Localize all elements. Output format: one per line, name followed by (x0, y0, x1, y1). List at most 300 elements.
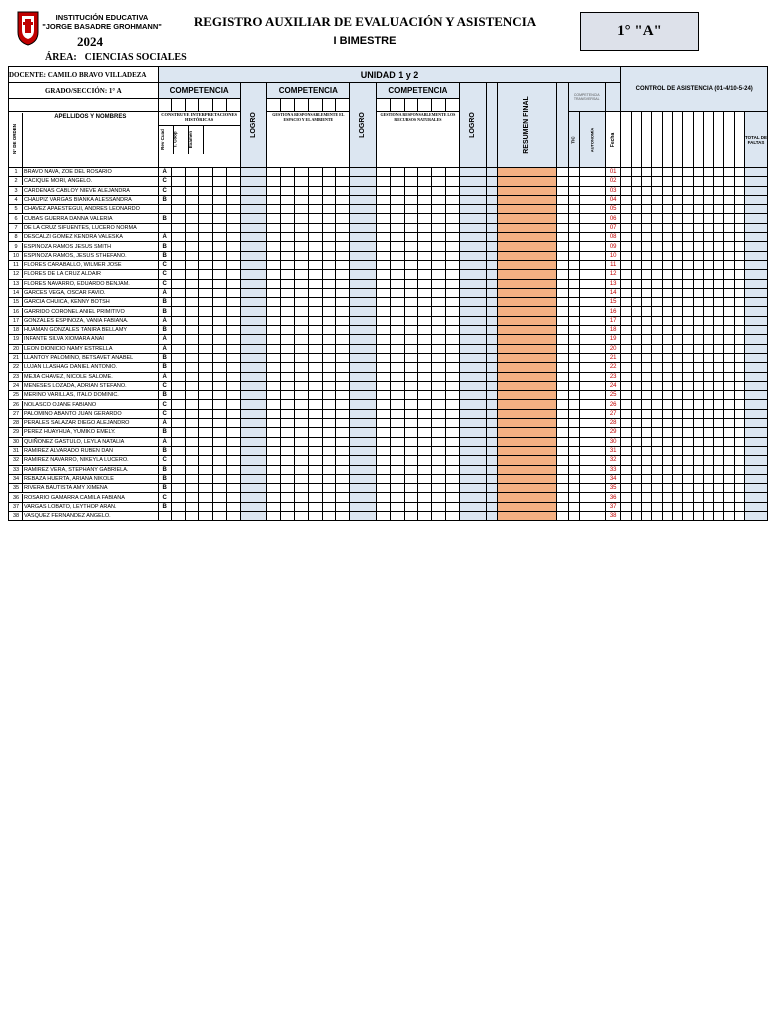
grade-cell[interactable] (267, 502, 281, 511)
grade-cell[interactable] (376, 344, 390, 353)
grade-cell[interactable] (390, 409, 404, 418)
grade-cell[interactable] (295, 446, 309, 455)
grade-cell[interactable] (376, 419, 390, 428)
attendance-cell[interactable] (631, 335, 641, 344)
attendance-cell[interactable] (714, 456, 724, 465)
logro-cell[interactable] (350, 195, 377, 204)
total-faltas-value[interactable] (744, 502, 767, 511)
attendance-cell[interactable] (631, 409, 641, 418)
grade-cell[interactable] (226, 456, 240, 465)
attendance-cell[interactable] (652, 177, 662, 186)
grade-cell[interactable] (336, 372, 350, 381)
grade-cell[interactable] (308, 233, 322, 242)
grade-cell[interactable] (446, 456, 460, 465)
attendance-cell[interactable] (703, 326, 713, 335)
grade-cell[interactable] (185, 363, 199, 372)
logro-cell[interactable] (350, 316, 377, 325)
rev-cuad-grade[interactable]: C (158, 260, 171, 269)
logro-cell[interactable] (240, 260, 267, 269)
grade-cell[interactable] (226, 465, 240, 474)
attendance-cell[interactable] (672, 419, 682, 428)
tic-value[interactable] (568, 233, 580, 242)
logro-cell[interactable] (240, 437, 267, 446)
grade-cell[interactable] (390, 326, 404, 335)
logro-cell[interactable] (350, 260, 377, 269)
attendance-cell[interactable] (724, 409, 734, 418)
grade-cell[interactable] (336, 168, 350, 177)
grade-cell[interactable] (213, 335, 227, 344)
grade-cell[interactable] (199, 511, 213, 520)
grade-cell[interactable] (281, 233, 295, 242)
grade-cell[interactable] (322, 502, 336, 511)
attendance-cell[interactable] (652, 205, 662, 214)
attendance-cell[interactable] (631, 195, 641, 204)
grade-cell[interactable] (308, 242, 322, 251)
grade-cell[interactable] (199, 502, 213, 511)
grade-cell[interactable] (226, 493, 240, 502)
logro-cell[interactable] (240, 316, 267, 325)
attendance-cell[interactable] (693, 344, 703, 353)
resumen-final-value[interactable] (498, 446, 557, 455)
grade-cell[interactable] (446, 307, 460, 316)
logro-cell[interactable] (350, 214, 377, 223)
grade-cell[interactable] (295, 428, 309, 437)
grade-cell[interactable] (390, 456, 404, 465)
grade-cell[interactable] (404, 344, 418, 353)
grade-cell[interactable] (281, 270, 295, 279)
grade-cell[interactable] (432, 335, 446, 344)
grade-cell[interactable] (267, 381, 281, 390)
grade-cell[interactable] (267, 177, 281, 186)
attendance-cell[interactable] (642, 223, 652, 232)
grade-cell[interactable] (376, 214, 390, 223)
grade-cell[interactable] (390, 307, 404, 316)
grade-cell[interactable] (226, 437, 240, 446)
tic-value[interactable] (568, 372, 580, 381)
attendance-cell[interactable] (642, 260, 652, 269)
tic-value[interactable] (568, 437, 580, 446)
grade-cell[interactable] (213, 372, 227, 381)
grade-cell[interactable] (171, 233, 185, 242)
grade-cell[interactable] (226, 242, 240, 251)
grade-cell[interactable] (267, 223, 281, 232)
attendance-cell[interactable] (652, 465, 662, 474)
grade-cell[interactable] (336, 428, 350, 437)
resumen-final-value[interactable] (498, 363, 557, 372)
autonomia-value[interactable] (580, 288, 606, 297)
grade-cell[interactable] (376, 484, 390, 493)
tic-value[interactable] (568, 223, 580, 232)
autonomia-value[interactable] (580, 279, 606, 288)
attendance-cell[interactable] (683, 493, 693, 502)
grade-cell[interactable] (322, 186, 336, 195)
grade-cell[interactable] (295, 363, 309, 372)
grade-cell[interactable] (199, 186, 213, 195)
tic-value[interactable] (568, 279, 580, 288)
rev-cuad-grade[interactable]: B (158, 474, 171, 483)
attendance-cell[interactable] (652, 270, 662, 279)
grade-cell[interactable] (171, 484, 185, 493)
tic-value[interactable] (568, 335, 580, 344)
total-faltas-value[interactable] (744, 316, 767, 325)
resumen-final-value[interactable] (498, 474, 557, 483)
total-faltas-value[interactable] (744, 326, 767, 335)
grade-cell[interactable] (281, 446, 295, 455)
attendance-cell[interactable] (662, 502, 672, 511)
grade-cell[interactable] (226, 223, 240, 232)
grade-cell[interactable] (213, 168, 227, 177)
attendance-cell[interactable] (631, 474, 641, 483)
logro-cell[interactable] (240, 242, 267, 251)
grade-cell[interactable] (281, 195, 295, 204)
attendance-cell[interactable] (621, 493, 631, 502)
grade-cell[interactable] (185, 316, 199, 325)
attendance-cell[interactable] (703, 279, 713, 288)
total-faltas-value[interactable] (744, 298, 767, 307)
tic-value[interactable] (568, 391, 580, 400)
logro-cell[interactable] (459, 465, 486, 474)
autonomia-value[interactable] (580, 446, 606, 455)
attendance-cell[interactable] (693, 326, 703, 335)
grade-cell[interactable] (418, 279, 432, 288)
logro-cell[interactable] (350, 298, 377, 307)
attendance-cell[interactable] (714, 335, 724, 344)
attendance-cell[interactable] (714, 242, 724, 251)
grade-cell[interactable] (295, 223, 309, 232)
rev-cuad-grade[interactable]: B (158, 484, 171, 493)
grade-cell[interactable] (199, 168, 213, 177)
grade-cell[interactable] (226, 446, 240, 455)
attendance-cell[interactable] (724, 298, 734, 307)
attendance-cell[interactable] (683, 484, 693, 493)
attendance-cell[interactable] (672, 428, 682, 437)
grade-cell[interactable] (322, 307, 336, 316)
attendance-cell[interactable] (724, 344, 734, 353)
attendance-cell[interactable] (642, 251, 652, 260)
grade-cell[interactable] (308, 288, 322, 297)
attendance-cell[interactable] (724, 372, 734, 381)
grade-cell[interactable] (199, 205, 213, 214)
grade-cell[interactable] (213, 456, 227, 465)
grade-cell[interactable] (267, 335, 281, 344)
resumen-final-value[interactable] (498, 177, 557, 186)
grade-cell[interactable] (185, 177, 199, 186)
grade-cell[interactable] (171, 502, 185, 511)
grade-cell[interactable] (376, 177, 390, 186)
grade-cell[interactable] (295, 279, 309, 288)
attendance-cell[interactable] (734, 381, 744, 390)
total-faltas-value[interactable] (744, 511, 767, 520)
grade-cell[interactable] (185, 409, 199, 418)
resumen-final-value[interactable] (498, 372, 557, 381)
grade-cell[interactable] (322, 251, 336, 260)
attendance-cell[interactable] (703, 177, 713, 186)
grade-cell[interactable] (418, 195, 432, 204)
rev-cuad-grade[interactable]: A (158, 344, 171, 353)
attendance-cell[interactable] (621, 502, 631, 511)
logro-cell[interactable] (240, 186, 267, 195)
grade-cell[interactable] (322, 391, 336, 400)
grade-cell[interactable] (267, 353, 281, 362)
resumen-final-value[interactable] (498, 270, 557, 279)
grade-cell[interactable] (281, 307, 295, 316)
attendance-cell[interactable] (724, 260, 734, 269)
grade-cell[interactable] (226, 279, 240, 288)
rev-cuad-grade[interactable]: C (158, 400, 171, 409)
tic-value[interactable] (568, 400, 580, 409)
grade-cell[interactable] (418, 502, 432, 511)
attendance-cell[interactable] (734, 437, 744, 446)
total-faltas-value[interactable] (744, 419, 767, 428)
grade-cell[interactable] (281, 456, 295, 465)
grade-cell[interactable] (404, 233, 418, 242)
grade-cell[interactable] (267, 428, 281, 437)
grade-cell[interactable] (213, 186, 227, 195)
attendance-cell[interactable] (662, 186, 672, 195)
grade-cell[interactable] (376, 270, 390, 279)
attendance-cell[interactable] (672, 298, 682, 307)
grade-cell[interactable] (376, 326, 390, 335)
attendance-cell[interactable] (672, 168, 682, 177)
grade-cell[interactable] (213, 233, 227, 242)
grade-cell[interactable] (336, 223, 350, 232)
grade-cell[interactable] (376, 223, 390, 232)
grade-cell[interactable] (226, 353, 240, 362)
rev-cuad-grade[interactable]: A (158, 168, 171, 177)
grade-cell[interactable] (295, 307, 309, 316)
grade-cell[interactable] (171, 279, 185, 288)
attendance-cell[interactable] (734, 205, 744, 214)
logro-cell[interactable] (240, 307, 267, 316)
resumen-final-value[interactable] (498, 511, 557, 520)
grade-cell[interactable] (376, 260, 390, 269)
attendance-cell[interactable] (662, 428, 672, 437)
tic-value[interactable] (568, 177, 580, 186)
attendance-cell[interactable] (734, 456, 744, 465)
grade-cell[interactable] (446, 344, 460, 353)
attendance-cell[interactable] (621, 484, 631, 493)
autonomia-value[interactable] (580, 484, 606, 493)
grade-cell[interactable] (267, 456, 281, 465)
attendance-cell[interactable] (734, 484, 744, 493)
grade-cell[interactable] (390, 344, 404, 353)
attendance-cell[interactable] (672, 335, 682, 344)
grade-cell[interactable] (322, 233, 336, 242)
attendance-cell[interactable] (703, 363, 713, 372)
grade-cell[interactable] (295, 456, 309, 465)
grade-cell[interactable] (322, 381, 336, 390)
attendance-cell[interactable] (734, 474, 744, 483)
attendance-cell[interactable] (672, 456, 682, 465)
attendance-cell[interactable] (693, 298, 703, 307)
grade-cell[interactable] (185, 372, 199, 381)
grade-cell[interactable] (171, 186, 185, 195)
grade-cell[interactable] (308, 372, 322, 381)
grade-cell[interactable] (213, 437, 227, 446)
grade-cell[interactable] (418, 335, 432, 344)
attendance-cell[interactable] (693, 260, 703, 269)
logro-cell[interactable] (350, 437, 377, 446)
grade-cell[interactable] (390, 233, 404, 242)
attendance-cell[interactable] (683, 400, 693, 409)
logro-cell[interactable] (350, 446, 377, 455)
grade-cell[interactable] (390, 446, 404, 455)
grade-cell[interactable] (404, 186, 418, 195)
rev-cuad-grade[interactable]: A (158, 316, 171, 325)
logro-cell[interactable] (459, 260, 486, 269)
attendance-cell[interactable] (714, 270, 724, 279)
attendance-cell[interactable] (714, 400, 724, 409)
logro-cell[interactable] (459, 474, 486, 483)
attendance-cell[interactable] (631, 270, 641, 279)
grade-cell[interactable] (432, 484, 446, 493)
grade-cell[interactable] (376, 400, 390, 409)
logro-cell[interactable] (240, 205, 267, 214)
grade-cell[interactable] (376, 511, 390, 520)
autonomia-value[interactable] (580, 409, 606, 418)
attendance-cell[interactable] (621, 400, 631, 409)
rev-cuad-grade[interactable]: C (158, 177, 171, 186)
grade-cell[interactable] (308, 260, 322, 269)
grade-cell[interactable] (336, 437, 350, 446)
attendance-cell[interactable] (714, 372, 724, 381)
attendance-cell[interactable] (621, 270, 631, 279)
attendance-cell[interactable] (662, 260, 672, 269)
grade-cell[interactable] (336, 400, 350, 409)
attendance-cell[interactable] (714, 316, 724, 325)
grade-cell[interactable] (336, 242, 350, 251)
tic-value[interactable] (568, 502, 580, 511)
logro-cell[interactable] (350, 409, 377, 418)
logro-cell[interactable] (240, 353, 267, 362)
grade-cell[interactable] (404, 419, 418, 428)
rev-cuad-grade[interactable]: B (158, 298, 171, 307)
attendance-cell[interactable] (724, 270, 734, 279)
grade-cell[interactable] (376, 381, 390, 390)
rev-cuad-grade[interactable]: B (158, 251, 171, 260)
grade-cell[interactable] (295, 511, 309, 520)
logro-cell[interactable] (459, 381, 486, 390)
grade-cell[interactable] (308, 298, 322, 307)
grade-cell[interactable] (281, 419, 295, 428)
rev-cuad-grade[interactable]: B (158, 502, 171, 511)
grade-cell[interactable] (390, 474, 404, 483)
grade-cell[interactable] (390, 270, 404, 279)
grade-cell[interactable] (432, 446, 446, 455)
attendance-cell[interactable] (714, 428, 724, 437)
attendance-cell[interactable] (734, 233, 744, 242)
tic-value[interactable] (568, 251, 580, 260)
grade-cell[interactable] (213, 428, 227, 437)
grade-cell[interactable] (336, 214, 350, 223)
attendance-cell[interactable] (714, 437, 724, 446)
grade-cell[interactable] (336, 409, 350, 418)
attendance-cell[interactable] (672, 195, 682, 204)
grade-cell[interactable] (390, 288, 404, 297)
grade-cell[interactable] (390, 195, 404, 204)
attendance-cell[interactable] (734, 186, 744, 195)
attendance-cell[interactable] (652, 186, 662, 195)
grade-cell[interactable] (199, 177, 213, 186)
attendance-cell[interactable] (631, 260, 641, 269)
attendance-cell[interactable] (693, 168, 703, 177)
grade-cell[interactable] (295, 335, 309, 344)
total-faltas-value[interactable] (744, 493, 767, 502)
grade-cell[interactable] (171, 223, 185, 232)
attendance-cell[interactable] (662, 223, 672, 232)
resumen-final-value[interactable] (498, 205, 557, 214)
attendance-cell[interactable] (642, 335, 652, 344)
grade-cell[interactable] (432, 177, 446, 186)
grade-cell[interactable] (418, 372, 432, 381)
grade-cell[interactable] (404, 502, 418, 511)
grade-cell[interactable] (199, 223, 213, 232)
grade-cell[interactable] (446, 260, 460, 269)
grade-cell[interactable] (432, 186, 446, 195)
grade-cell[interactable] (185, 437, 199, 446)
attendance-cell[interactable] (693, 335, 703, 344)
grade-cell[interactable] (295, 326, 309, 335)
attendance-cell[interactable] (631, 372, 641, 381)
grade-cell[interactable] (226, 372, 240, 381)
attendance-cell[interactable] (693, 288, 703, 297)
total-faltas-value[interactable] (744, 214, 767, 223)
grade-cell[interactable] (308, 195, 322, 204)
attendance-cell[interactable] (693, 381, 703, 390)
grade-cell[interactable] (322, 493, 336, 502)
grade-cell[interactable] (418, 419, 432, 428)
grade-cell[interactable] (295, 233, 309, 242)
grade-cell[interactable] (376, 298, 390, 307)
grade-cell[interactable] (226, 428, 240, 437)
grade-cell[interactable] (226, 288, 240, 297)
attendance-cell[interactable] (672, 316, 682, 325)
grade-cell[interactable] (446, 168, 460, 177)
grade-cell[interactable] (376, 502, 390, 511)
grade-cell[interactable] (308, 456, 322, 465)
grade-cell[interactable] (281, 372, 295, 381)
grade-cell[interactable] (199, 493, 213, 502)
attendance-cell[interactable] (672, 493, 682, 502)
grade-cell[interactable] (308, 428, 322, 437)
attendance-cell[interactable] (734, 446, 744, 455)
attendance-cell[interactable] (724, 335, 734, 344)
grade-cell[interactable] (199, 298, 213, 307)
attendance-cell[interactable] (683, 177, 693, 186)
attendance-cell[interactable] (642, 242, 652, 251)
attendance-cell[interactable] (672, 363, 682, 372)
total-faltas-value[interactable] (744, 270, 767, 279)
attendance-cell[interactable] (662, 437, 672, 446)
attendance-cell[interactable] (714, 484, 724, 493)
attendance-cell[interactable] (714, 168, 724, 177)
grade-cell[interactable] (390, 298, 404, 307)
logro-cell[interactable] (350, 493, 377, 502)
grade-cell[interactable] (404, 363, 418, 372)
grade-cell[interactable] (446, 186, 460, 195)
grade-cell[interactable] (390, 400, 404, 409)
attendance-cell[interactable] (734, 344, 744, 353)
grade-cell[interactable] (185, 270, 199, 279)
grade-cell[interactable] (446, 437, 460, 446)
attendance-cell[interactable] (652, 484, 662, 493)
attendance-cell[interactable] (621, 344, 631, 353)
attendance-cell[interactable] (714, 307, 724, 316)
attendance-cell[interactable] (672, 326, 682, 335)
attendance-cell[interactable] (631, 214, 641, 223)
tic-value[interactable] (568, 493, 580, 502)
grade-cell[interactable] (336, 502, 350, 511)
